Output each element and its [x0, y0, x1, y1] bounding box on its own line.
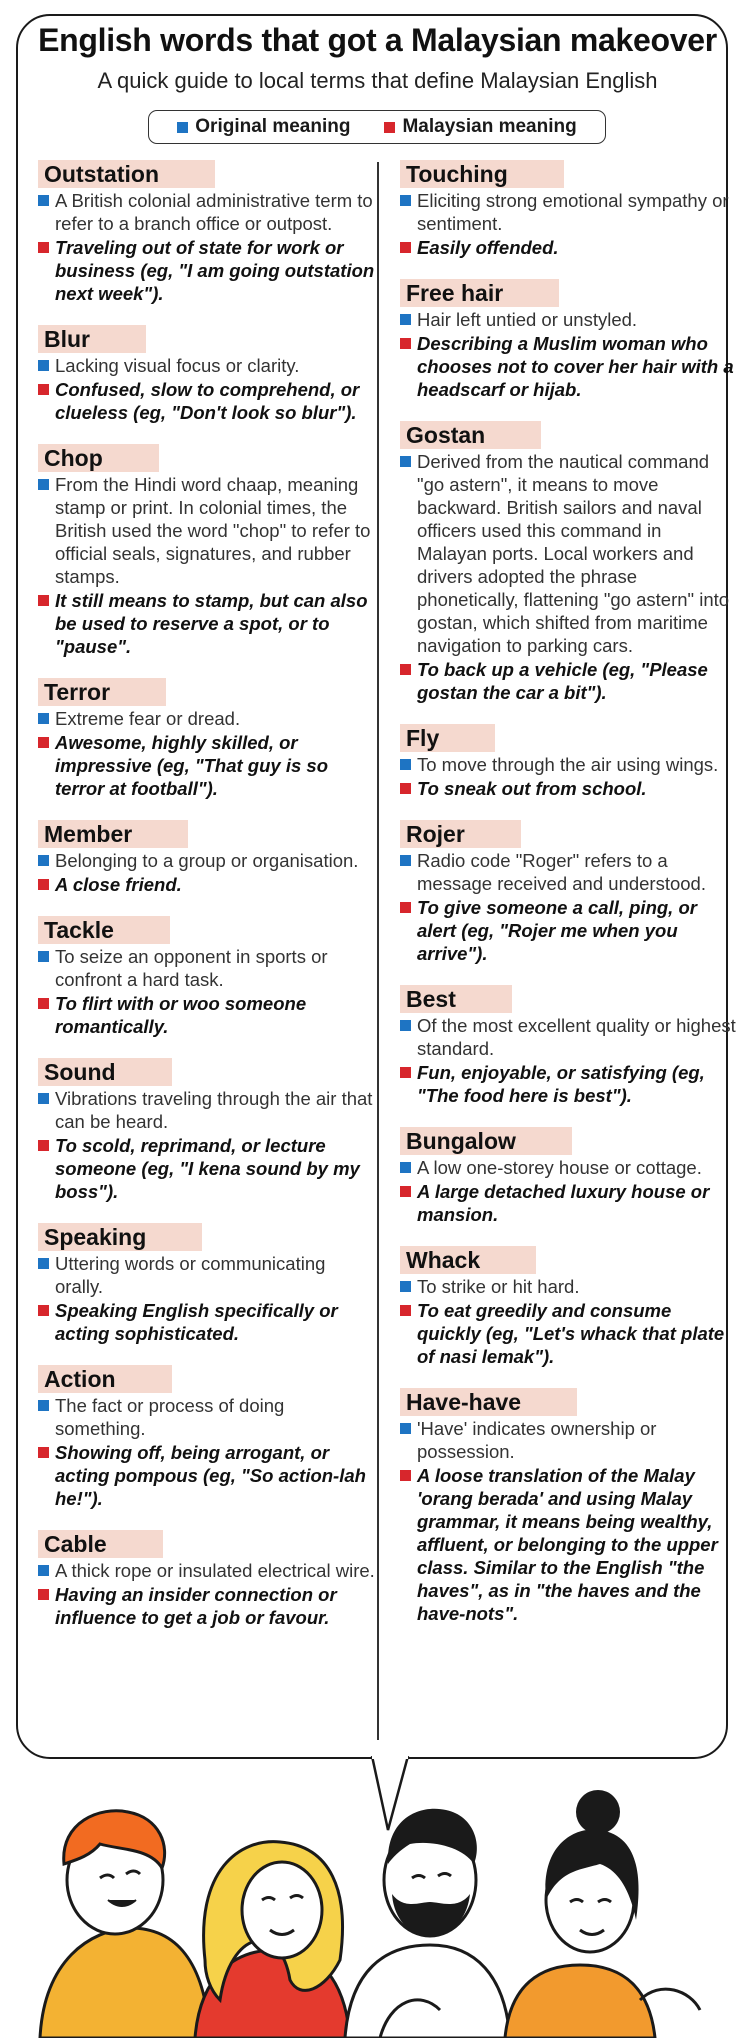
original-meaning: [38, 189, 376, 235]
malaysian-meaning: [38, 992, 376, 1038]
malaysian-meaning-text: Easily offended.: [417, 237, 559, 258]
original-meaning: [38, 849, 376, 872]
red-square-icon: [38, 1447, 49, 1458]
malaysian-meaning-text: Traveling out of state for work or business (eg, "I am going outstation next week").: [55, 237, 375, 304]
malaysian-meaning: [38, 378, 376, 424]
legend-original: [177, 116, 350, 138]
blue-square-icon: [177, 122, 188, 133]
original-meaning-text: To strike or hit hard.: [417, 1276, 580, 1297]
term-heading: Gostan: [400, 421, 541, 449]
term-heading: Whack: [400, 1246, 536, 1274]
red-square-icon: [38, 1140, 49, 1151]
original-meaning-text: Of the most excellent quality or highest standard.: [417, 1015, 736, 1059]
red-square-icon: [400, 902, 411, 913]
red-square-icon: [400, 1067, 411, 1078]
red-square-icon: [38, 595, 49, 606]
original-meaning: [400, 1417, 736, 1463]
term-entry: [38, 160, 376, 305]
man-orange-hair-figure: [40, 1811, 210, 2038]
original-meaning-text: 'Have' indicates ownership or possession.: [417, 1418, 657, 1462]
original-meaning-text: A low one-storey house or cottage.: [417, 1157, 702, 1178]
term-entry: [400, 279, 736, 401]
malaysian-meaning-text: Speaking English specifically or acting sophisticated.: [55, 1300, 338, 1344]
original-meaning-text: A British colonial administrative term to refer to a branch office or outpost.: [55, 190, 373, 234]
blue-square-icon: [38, 1565, 49, 1576]
blue-square-icon: [400, 456, 411, 467]
term-entry: [38, 444, 376, 658]
column-divider: [377, 162, 379, 1740]
original-meaning-text: Uttering words or communicating orally.: [55, 1253, 326, 1297]
original-meaning: [400, 450, 736, 657]
original-meaning: [400, 1156, 736, 1179]
original-meaning-text: Lacking visual focus or clarity.: [55, 355, 300, 376]
red-square-icon: [38, 1305, 49, 1316]
malaysian-meaning-text: To back up a vehicle (eg, "Please gostan the car a bit").: [417, 659, 708, 703]
malaysian-meaning-text: To give someone a call, ping, or alert (eg, "Rojer me when you arrive").: [417, 897, 697, 964]
original-meaning-text: Radio code "Roger" refers to a message received and understood.: [417, 850, 706, 894]
term-heading: Free hair: [400, 279, 559, 307]
red-square-icon: [38, 998, 49, 1009]
original-meaning-text: Belonging to a group or organisation.: [55, 850, 359, 871]
malaysian-meaning: [38, 1583, 376, 1629]
original-meaning: [400, 1014, 736, 1060]
legend: [148, 110, 606, 144]
blue-square-icon: [38, 479, 49, 490]
term-heading: Tackle: [38, 916, 170, 944]
malaysian-meaning: [38, 236, 376, 305]
malaysian-meaning-text: To eat greedily and consume quickly (eg, "Let's whack that plate of nasi lemak").: [417, 1300, 725, 1367]
original-meaning-text: A thick rope or insulated electrical wire.: [55, 1560, 375, 1581]
term-entry: [400, 160, 736, 259]
term-entry: [38, 916, 376, 1038]
blue-square-icon: [400, 1281, 411, 1292]
malaysian-meaning: [400, 777, 736, 800]
red-square-icon: [400, 1470, 411, 1481]
red-square-icon: [38, 384, 49, 395]
malaysian-meaning-text: Fun, enjoyable, or satisfying (eg, "The food here is best").: [417, 1062, 705, 1106]
blue-square-icon: [400, 855, 411, 866]
original-meaning: [38, 945, 376, 991]
blue-square-icon: [38, 1258, 49, 1269]
malaysian-meaning-text: To sneak out from school.: [417, 778, 647, 799]
term-heading: Outstation: [38, 160, 215, 188]
original-meaning-text: Extreme fear or dread.: [55, 708, 241, 729]
blue-square-icon: [38, 195, 49, 206]
original-meaning-text: Eliciting strong emotional sympathy or sentiment.: [417, 190, 729, 234]
people-illustration: [0, 1760, 755, 2038]
red-square-icon: [38, 1589, 49, 1600]
malaysian-meaning-text: A large detached luxury house or mansion.: [417, 1181, 710, 1225]
blue-square-icon: [38, 713, 49, 724]
original-meaning: [400, 308, 736, 331]
malaysian-meaning-text: Having an insider connection or influence to get a job or favour.: [55, 1584, 337, 1628]
malaysian-meaning: [400, 332, 736, 401]
malaysian-meaning: [400, 658, 736, 704]
term-entry: [38, 820, 376, 896]
term-heading: Chop: [38, 444, 159, 472]
original-meaning-text: The fact or process of doing something.: [55, 1395, 285, 1439]
term-entry: [38, 678, 376, 800]
term-heading: Member: [38, 820, 188, 848]
term-heading: Cable: [38, 1530, 163, 1558]
term-entry: [38, 1223, 376, 1345]
malaysian-meaning-text: A close friend.: [55, 874, 182, 895]
blue-square-icon: [400, 1020, 411, 1031]
term-entry: [400, 1127, 736, 1226]
legend-malaysian: [384, 116, 576, 138]
malaysian-meaning: [400, 1180, 736, 1226]
blue-square-icon: [400, 195, 411, 206]
red-square-icon: [400, 664, 411, 675]
blue-square-icon: [400, 759, 411, 770]
malaysian-meaning-text: It still means to stamp, but can also be used to reserve a spot, or to "pause".: [55, 590, 368, 657]
malaysian-meaning: [400, 896, 736, 965]
term-entry: [38, 1058, 376, 1203]
term-heading: Speaking: [38, 1223, 202, 1251]
red-square-icon: [384, 122, 395, 133]
original-meaning: [38, 354, 376, 377]
blue-square-icon: [38, 1400, 49, 1411]
blue-square-icon: [38, 855, 49, 866]
red-square-icon: [400, 338, 411, 349]
woman-bun-figure: [505, 1790, 700, 2038]
original-meaning: [38, 1394, 376, 1440]
legend-original-label: Original meaning: [195, 116, 351, 137]
original-meaning: [400, 189, 736, 235]
legend-malaysian-label: Malaysian meaning: [402, 116, 577, 137]
term-heading: Blur: [38, 325, 146, 353]
red-square-icon: [400, 242, 411, 253]
term-entry: [400, 985, 736, 1107]
malaysian-meaning-text: To scold, reprimand, or lecture someone (eg, "I kena sound by my boss").: [55, 1135, 360, 1202]
blue-square-icon: [38, 1093, 49, 1104]
original-meaning-text: From the Hindi word chaap, meaning stamp or print. In colonial times, the British used the word "chop" to refer to official seals, signatures, and rubber stamps.: [55, 474, 371, 587]
red-square-icon: [400, 1186, 411, 1197]
original-meaning-text: Derived from the nautical command "go astern", it means to move backward. British sailors and naval officers used this command in Malayan ports. Local workers and drivers adopted the phrase phonetically, flattening "go astern" into gostan, which shifted from maritime navigation to parking cars.: [417, 451, 730, 656]
term-heading: Best: [400, 985, 512, 1013]
original-meaning: [400, 1275, 736, 1298]
term-entry: [400, 421, 736, 704]
malaysian-meaning: [38, 589, 376, 658]
malaysian-meaning-text: Showing off, being arrogant, or acting pompous (eg, "So action-lah he!").: [55, 1442, 366, 1509]
blue-square-icon: [38, 951, 49, 962]
right-column: [400, 160, 736, 1645]
term-heading: Have-have: [400, 1388, 577, 1416]
original-meaning-text: Hair left untied or unstyled.: [417, 309, 638, 330]
malaysian-meaning: [400, 1464, 736, 1625]
page-subtitle: A quick guide to local terms that define Malaysian English: [97, 68, 658, 93]
term-heading: Action: [38, 1365, 172, 1393]
red-square-icon: [38, 737, 49, 748]
original-meaning: [400, 849, 736, 895]
original-meaning-text: To seize an opponent in sports or confront a hard task.: [55, 946, 328, 990]
term-heading: Fly: [400, 724, 495, 752]
malaysian-meaning: [400, 1061, 736, 1107]
term-heading: Sound: [38, 1058, 172, 1086]
term-heading: Touching: [400, 160, 564, 188]
blue-square-icon: [38, 360, 49, 371]
red-square-icon: [38, 879, 49, 890]
original-meaning: [38, 473, 376, 588]
malaysian-meaning-text: To flirt with or woo someone romantically.: [55, 993, 307, 1037]
term-heading: Terror: [38, 678, 166, 706]
malaysian-meaning: [38, 1299, 376, 1345]
malaysian-meaning-text: Describing a Muslim woman who chooses not to cover her hair with a headscarf or hijab.: [417, 333, 734, 400]
malaysian-meaning: [38, 873, 376, 896]
term-entry: [38, 1530, 376, 1629]
malaysian-meaning-text: Confused, slow to comprehend, or clueless (eg, "Don't look so blur").: [55, 379, 360, 423]
malaysian-meaning: [38, 1134, 376, 1203]
term-heading: Rojer: [400, 820, 521, 848]
original-meaning: [38, 1087, 376, 1133]
blue-square-icon: [400, 314, 411, 325]
original-meaning: [400, 753, 736, 776]
man-beard-figure: [345, 1809, 510, 2038]
malaysian-meaning: [400, 236, 736, 259]
page-title: English words that got a Malaysian makeover: [38, 22, 717, 58]
malaysian-meaning: [400, 1299, 736, 1368]
blue-square-icon: [400, 1162, 411, 1173]
original-meaning: [38, 707, 376, 730]
woman-blonde-figure: [195, 1842, 350, 2038]
term-entry: [38, 1365, 376, 1510]
red-square-icon: [38, 242, 49, 253]
malaysian-meaning-text: A loose translation of the Malay 'orang berada' and using Malay grammar, it means being wealthy, affluent, or belonging to the upper class. Similar to the English "the haves", as in "the haves and the have-nots".: [417, 1465, 718, 1624]
original-meaning: [38, 1252, 376, 1298]
term-entry: [400, 1246, 736, 1368]
original-meaning-text: Vibrations traveling through the air that can be heard.: [55, 1088, 373, 1132]
malaysian-meaning: [38, 1441, 376, 1510]
term-heading: Bungalow: [400, 1127, 572, 1155]
malaysian-meaning-text: Awesome, highly skilled, or impressive (eg, "That guy is so terror at football").: [55, 732, 328, 799]
left-column: [38, 160, 376, 1649]
term-entry: [400, 1388, 736, 1625]
term-entry: [38, 325, 376, 424]
original-meaning: [38, 1559, 376, 1582]
blue-square-icon: [400, 1423, 411, 1434]
original-meaning-text: To move through the air using wings.: [417, 754, 719, 775]
red-square-icon: [400, 1305, 411, 1316]
term-entry: [400, 724, 736, 800]
red-square-icon: [400, 783, 411, 794]
malaysian-meaning: [38, 731, 376, 800]
term-entry: [400, 820, 736, 965]
